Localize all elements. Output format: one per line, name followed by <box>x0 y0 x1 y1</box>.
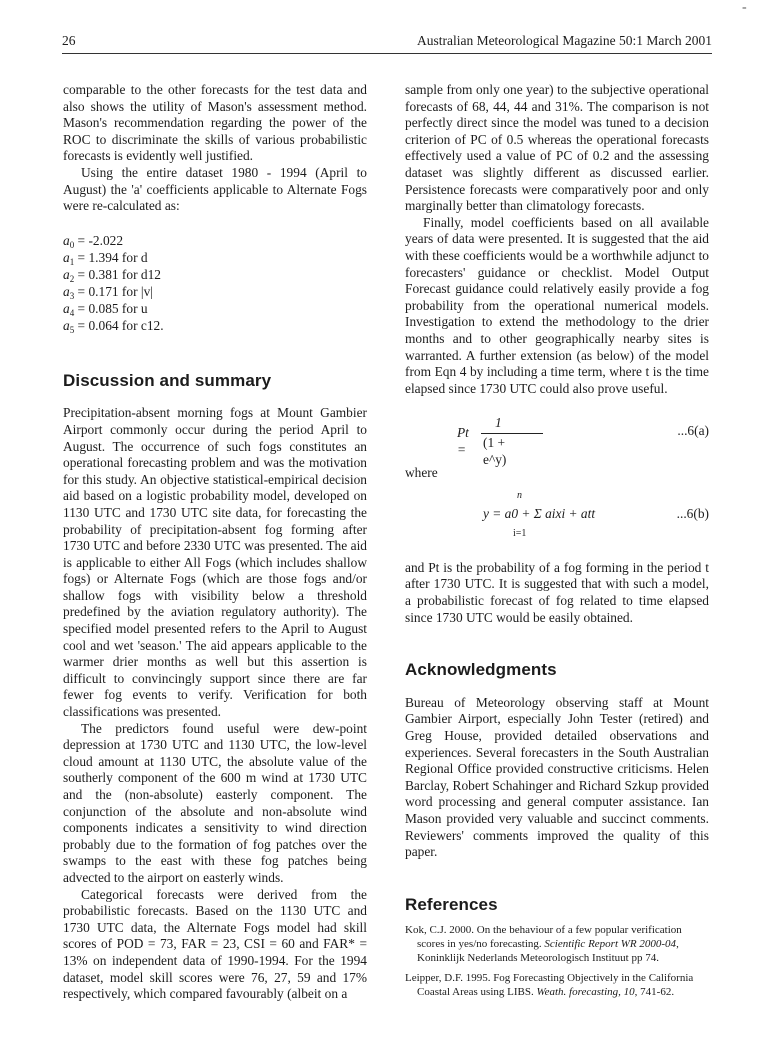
coefficient-a3: $a_3 = 0.171$ for |v| <box>63 283 153 301</box>
reference-item: Leipper, D.F. 1995. Fog Forecasting Objectively in the California Coastal Areas using LIBS. Weath. forecasting, 10, 741-62. <box>405 972 694 999</box>
section-heading-references: References <box>405 894 498 914</box>
left-paragraph-3: Precipitation-absent morning fogs at Mount Gambier Airport commonly occur during the period April to August. The occurrence of such fogs constitutes an operational forecasting problem and was the motivation for this study. An objective statistical-empirical decision aid based on a logistic probability model, developed on 1130 UTC and 1730 UTC site data, for forecasting the probability of precipitation-absent fog forming after 1730 UTC and before 2330 UTC was presented. The aid is applicable to either All Fogs (which includes shallow fogs) or Alternate Fogs (which are those fogs and/or shallow fogs with visibility below a threshold predefined by the aviation regulatory authority). The specified model presented refers to the April to August cool and wet 'season.' The aid appears applicable to the warmer drier months as well but this assertion is difficult to convincingly support since there are far fewer fog events to verify. Verification for both classifications was presented. <box>63 405 367 720</box>
reference-item: Kok, C.J. 2000. On the behaviour of a few popular verification scores in yes/no forecasting. Scientific Report WR 2000-04, Koninklijk Nederlands Meteorologisch Instituut pp 74. <box>405 924 682 965</box>
acknowledgments-text: Bureau of Meteorology observing staff at Mount Gambier Airport, especially John Tester (retired) and Greg House, provided detailed observations and experiences. Several forecasters in the South Australian Regional Office provided constructive criticisms. Helen Barclay, Robert Schahinger and Richard Szkup provided word processing and general computer assistance. Ian Mason provided very valuable and succinct comments. Reviewers' comments improved the quality of this paper. <box>405 694 709 860</box>
right-column <box>405 82 709 1005</box>
section-heading-acknowledgments: Acknowledgments <box>405 660 557 680</box>
right-paragraph-2: Finally, model coefficients based on all available years of data were presented. It is suggested that the aid with these coefficients would be a worthwhile adjunct to forecasters' guidance or checklist. Model Output Forecast guidance could relatively easily provide a fog probability from the operational numerical models. Investigation to extend the methodology to the drier months and to other geographically nearby sites is warranted. A further extension (as below) of the model from Eqn 4 by including a time term, where t is the time elapsed since 1730 UTC could also prove useful. <box>405 214 709 396</box>
right-paragraph-1: sample from only one year) to the subjective operational forecasts of 68, 44, 44 and 31%. The comparison is not perfectly direct since the model was tuned to a decision criterion of PC of 0.5 whereas the operational forecasts effectively used a value of PC of 0.2 and the assessing dataset was slightly different as discussed earlier. Persistence forecasts were comparatively poor and only marginally better than climatology forecasts. <box>405 82 709 214</box>
equation-6a-numerator: 1 <box>495 415 502 431</box>
left-paragraph-5: Categorical forecasts were derived from the probabilistic forecasts. Based on the 1130 UTC and 1730 UTC data, the Alternate Fogs model had skill scores of POD = 73, FAR = 23, CSI = 60 and FAR* = 13% on independent data of 1990-1994. For the 1994 dataset, model skill scores were 76, 27, 59 and 17% respectively, which compared favourably (albeit on a <box>63 886 367 1002</box>
equation-6b <box>405 488 709 548</box>
journal-title: Australian Meteorological Magazine 50:1 March 2001 <box>416 33 712 48</box>
coefficient-a1: $a_1 = 1.394$ for d <box>63 249 148 267</box>
page-header <box>62 33 712 54</box>
coefficient-a4: $a_4 = 0.085$ for u <box>63 300 148 318</box>
equation-6a-label: ...6(a) <box>677 423 709 439</box>
sum-lower-limit: i=1 <box>513 527 527 539</box>
coefficient-a2: $a_2 = 0.381$ for d12 <box>63 266 161 284</box>
coefficient-a5: $a_5 = 0.064$ for c12. <box>63 317 164 335</box>
sum-upper-limit: n <box>517 489 522 501</box>
section-heading-discussion: Discussion and summary <box>63 370 272 390</box>
equation-6a-denominator: (1 + e^y) <box>483 435 507 467</box>
equation-6a <box>405 413 709 467</box>
where-text: where <box>405 465 438 481</box>
equation-6b-body: y = a0 + Σ aixi + att <box>483 505 596 521</box>
page-number: 26 <box>62 33 76 48</box>
equation-6b-label: ...6(b) <box>676 505 709 521</box>
coefficient-list <box>63 233 367 335</box>
left-column <box>63 82 367 1003</box>
left-paragraph-2: Using the entire dataset 1980 - 1994 (April to August) the 'a' coefficients applicable to Alternate Fogs were re-calculated as: <box>63 164 367 214</box>
left-paragraph-1: comparable to the other forecasts for the test data and also shows the utility of Mason's assessment method. Mason's recommendation regarding the power of the ROC to discriminate the skills of various probabilistic forecasts is evidently well justified. <box>63 82 367 164</box>
equation-6a-lhs: Pt = <box>457 425 469 457</box>
fraction-bar <box>481 433 543 434</box>
left-paragraph-4: The predictors found useful were dew-point depression at 1730 UTC and 1130 UTC, the low-level cloud amount at 1130 UTC, the absolute value of the southerly component of the 600 m wind at 1730 UTC and the (non-absolute) easterly component. The conjunction of the absolute and non-absolute wind components indicates a sensitivity to wind direction probably due to the formation of fog patches over the swamps to the east with these fog patches being advected to the airport on easterly winds. <box>63 720 367 885</box>
corner-mark: - <box>742 0 747 15</box>
right-paragraph-3: and Pt is the probability of a fog forming in the period t after 1730 UTC. It is suggested that with such a model, a probabilistic forecast of fog related to time elapsed since 1730 UTC would be easily obtained. <box>405 559 709 625</box>
coefficient-a0: $a_0 = -2.022$ <box>63 232 124 250</box>
